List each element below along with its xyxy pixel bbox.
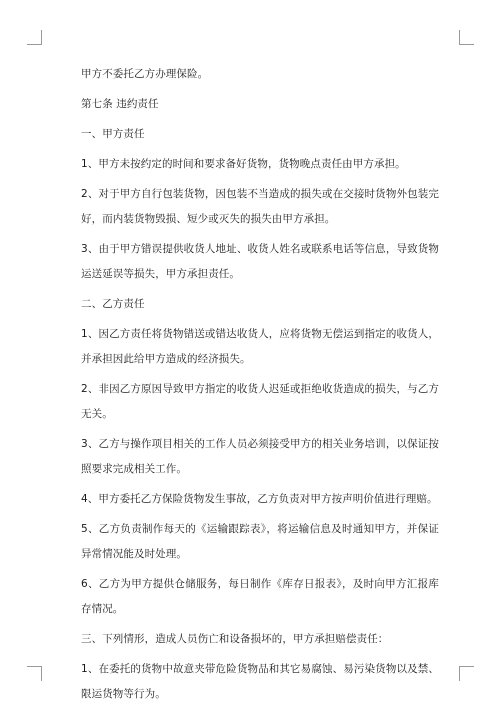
page-corner-mark-bottom-right [459,666,474,681]
paragraph-party-b-item-3: 3、乙方与操作项目相关的工作人员必须接受甲方的相关业务培训，以保证按照要求完成相关工作。 [81,438,439,475]
page-corner-mark-top-left [27,30,42,45]
section-heading-party-b: 二、乙方责任 [81,298,145,310]
paragraph-party-b-item-1: 1、因乙方责任将货物错送或错达收货人，应将货物无偿运到指定的收货人，并承担因此给甲方造成的经济损失。 [81,328,439,365]
paragraph-compensation-item-1: 1、在委托的货物中故意夹带危险货物品和其它易腐蚀、易污染货物以及禁、限运货物等行为。 [81,663,439,700]
section-heading-compensation: 三、下列情形，造成人员伤亡和设备损坏的，甲方承担赔偿责任： [81,633,389,645]
article-heading: 第七条 违约责任 [81,98,159,110]
document-body [81,62,439,712]
section-heading-party-a: 一、甲方责任 [81,128,145,140]
paragraph-party-b-item-2: 2、非因乙方原因导致甲方指定的收货人迟延或拒绝收货造成的损失，与乙方无关。 [81,383,439,420]
paragraph-party-a-item-1: 1、甲方未按约定的时间和要求备好货物，货物晚点责任由甲方承担。 [81,158,406,170]
paragraph-party-b-item-6: 6、乙方为甲方提供仓储服务，每日制作《库存日报表》，及时向甲方汇报库存情况。 [81,578,439,615]
paragraph-party-b-item-5: 5、乙方负责制作每天的《运输跟踪表》，将运输信息及时通知甲方，并保证异常情况能及时处理。 [81,523,439,560]
paragraph-insurance-note: 甲方不委托乙方办理保险。 [81,68,209,80]
paragraph-party-a-item-2: 2、对于甲方自行包装货物，因包装不当造成的损失或在交接时货物外包装完好，而内装货物毁损、短少或灭失的损失由甲方承担。 [81,188,439,225]
page-corner-mark-bottom-left [27,666,42,681]
paragraph-party-a-item-3: 3、由于甲方错误提供收货人地址、收货人姓名或联系电话等信息，导致货物运送延误等损失，甲方承担责任。 [81,243,439,280]
page-corner-mark-top-right [459,30,474,45]
paragraph-party-b-item-4: 4、甲方委托乙方保险货物发生事故，乙方负责对甲方按声明价值进行理赔。 [81,493,438,505]
